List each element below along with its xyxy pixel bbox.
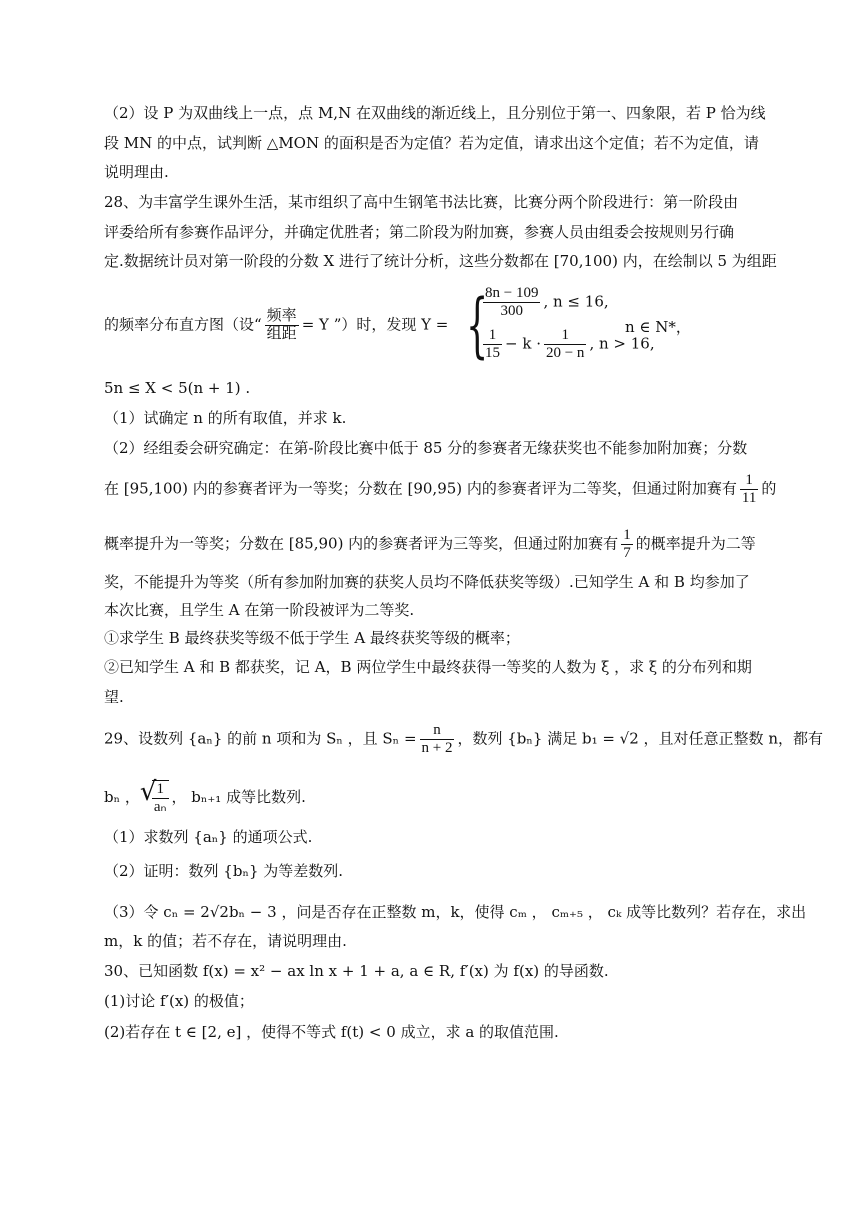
problem-28-line4 [104, 308, 448, 343]
case1-numerator: 8n − 109 [485, 285, 539, 301]
problem-27-part2-line1: （2）设 P 为双曲线上一点，点 M,N 在双曲线的渐近线上，且分别位于第一、四象限，若 P 恰为线 [104, 104, 766, 122]
histogram-phrase: 的频率分布直方图（设“ [104, 315, 262, 334]
case2b-numerator: 1 [544, 327, 586, 345]
problem-29-question1: （1）求数列 {aₙ} 的通项公式. [104, 828, 313, 846]
problem-28-line3: 定.数据统计员对第一阶段的分数 X 进行了统计分析，这些分数都在 [70,100) 内，在绘制以 5 为组距 [104, 252, 777, 270]
problem-28-question2-line3 [104, 527, 756, 562]
case2-condition: , n > 16, [589, 334, 655, 353]
p29-line2-text: bₙ ， [104, 788, 140, 806]
p29-line2-tail: ， bₙ₊₁ 成等比数列. [171, 788, 306, 806]
fraction-denominator: 组距 [266, 326, 297, 342]
p29-line1-tail: ，数列 {bₙ} 满足 b₁ = √2 ，且对任意正整数 n，都有 [457, 729, 823, 748]
q2-line2-tail: 的 [761, 479, 777, 498]
problem-29-line1 [104, 722, 823, 757]
fraction-numerator: √ 1 [152, 781, 169, 799]
problem-28-subquestion2-line1: ②已知学生 A 和 B 都获奖，记 A，B 两位学生中最终获得一等奖的人数为 ξ ，求 ξ 的分布列和期 [104, 658, 752, 676]
case1-denominator: 300 [500, 303, 523, 319]
problem-30-question1: (1)讨论 f′(x) 的极值； [104, 992, 254, 1010]
piecewise-case-1 [480, 285, 609, 320]
n-domain: n ∈ N*， [625, 318, 691, 336]
problem-27-part2-line2: 段 MN 的中点，试判断 △MON 的面积是否为定值？若为定值，请求出这个定值；若不为定值，请 [104, 134, 759, 152]
case2-fraction-a [483, 327, 502, 362]
problem-29-line2 [104, 780, 306, 816]
one-seventh-fraction [621, 527, 633, 562]
case2b-denominator: 20 − n [545, 345, 585, 361]
fraction-numerator: 1 [740, 472, 758, 490]
q2-line3-tail: 的概率提升为二等 [635, 534, 756, 553]
problem-28-line2: 评委给所有参赛作品评分，并确定优胜者；第二阶段为附加赛，参赛人员由组委会按规则另行确 [104, 223, 735, 241]
case1-condition: , n ≤ 16, [543, 292, 609, 311]
fraction-denominator: n + 2 [421, 740, 453, 756]
problem-29-question3-line1: （3）令 cₙ = 2√2bₙ − 3 ，问是否存在正整数 m，k，使得 cₘ ， cₘ₊₅ ， cₖ 成等比数列？若存在，求出 [104, 903, 807, 921]
fraction-numerator: 1 [623, 527, 631, 543]
problem-30-question2: (2)若存在 t ∈ [2, e] ，使得不等式 f(t) < 0 成立，求 a 的取值范围. [104, 1023, 559, 1041]
problem-28-subquestion1: ①求学生 B 最终获奖等级不低于学生 A 最终获奖等级的概率； [104, 629, 520, 647]
case2a-denominator: 15 [485, 345, 500, 361]
problem-28-question1: （1）试确定 n 的所有取值，并求 k. [104, 409, 347, 427]
fraction-denominator: aₙ [153, 799, 167, 815]
problem-29-question3-line2: m，k 的值；若不存在，请说明理由. [104, 932, 347, 950]
case2a-numerator: 1 [483, 327, 502, 345]
fraction-numerator: n [420, 722, 455, 740]
fraction-denominator: 11 [741, 490, 757, 506]
frequency-over-width-fraction [265, 308, 299, 343]
sqrt-expression [140, 780, 172, 816]
y-definition: = Y ”）时，发现 Y = [301, 315, 449, 334]
q2-line3-text: 概率提升为一等奖；分数在 [85,90) 内的参赛者评为三等奖，但通过附加赛有 [104, 534, 619, 553]
problem-28-question2-line4: 奖，不能提升为等奖（所有参加附加赛的获奖人员均不降低获奖等级）.已知学生 A 和 B 均参加了 [104, 573, 750, 591]
fraction-denominator: 7 [623, 545, 631, 561]
problem-28-line1: 28、为丰富学生课外生活，某市组织了高中生钢笔书法比赛，比赛分两个阶段进行：第一阶段由 [104, 193, 739, 211]
case1-fraction [483, 285, 540, 320]
reciprocal-an-fraction [152, 780, 169, 816]
problem-28-subquestion2-line2: 望. [104, 688, 124, 706]
problem-28-line5: 5n ≤ X < 5(n + 1) . [104, 379, 251, 397]
problem-30-line1: 30、已知函数 f(x) = x² − ax ln x + 1 + a, a ∈ R, f′(x) 为 f(x) 的导函数. [104, 962, 609, 980]
one-eleventh-fraction [740, 472, 758, 507]
case2-fraction-b [544, 327, 586, 362]
p29-line1-text: 29、设数列 {aₙ} 的前 n 项和为 Sₙ ，且 Sₙ = [104, 729, 417, 748]
case2-middle: − k · [505, 334, 541, 353]
problem-28-question2-line1: （2）经组委会研究确定：在第-阶段比赛中低于 85 分的参赛者无缘获奖也不能参加附加赛；分数 [104, 439, 748, 457]
problem-29-question2: （2）证明：数列 {bₙ} 为等差数列. [104, 862, 344, 880]
problem-28-question2-line2 [104, 472, 776, 507]
problem-28-question2-line5: 本次比赛，且学生 A 在第一阶段被评为二等奖. [104, 601, 415, 619]
left-brace: { [466, 284, 489, 366]
q2-line2-text: 在 [95,100) 内的参赛者评为一等奖；分数在 [90,95) 内的参赛者评为二等奖，但通过附加赛有 [104, 479, 737, 498]
sn-fraction [420, 722, 455, 757]
problem-27-part2-line3: 说明理由. [104, 163, 169, 181]
fraction-numerator: 频率 [266, 308, 297, 324]
